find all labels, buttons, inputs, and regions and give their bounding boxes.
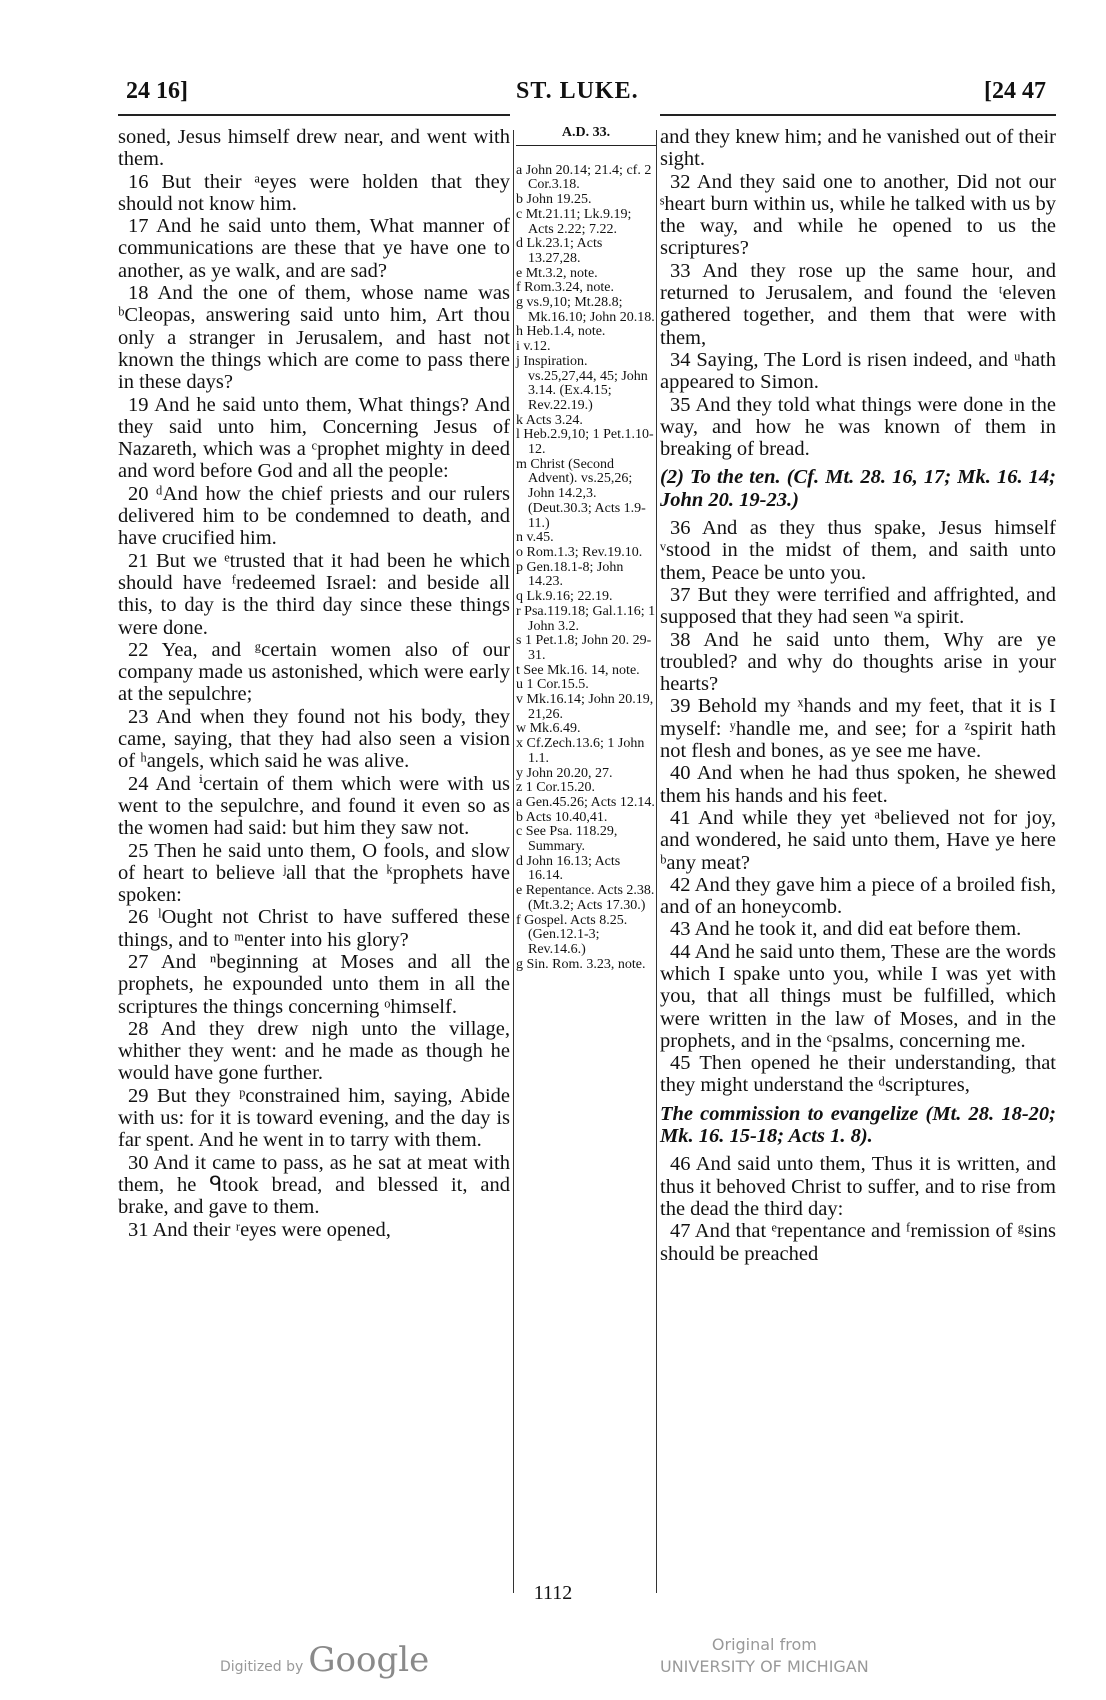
verse: 38 And he said unto them, Why are ye troubled? and why do thoughts arise in your hearts? — [660, 628, 1056, 696]
cross-reference: t See Mk.16. 14, note. — [516, 662, 640, 678]
verse: 47 And that ᵉrepentance and ᶠremission of ᵍsins should be preached — [660, 1220, 1056, 1265]
cross-reference: r Psa.119.18; Gal.1.16; 1 John 3.2. — [516, 603, 656, 634]
page-number: 1112 — [533, 1582, 573, 1604]
header-rule-right — [660, 114, 1056, 116]
verse: 40 And when he had thus spoken, he shewed them his hands and his feet. — [660, 762, 1056, 807]
verse: 27 And ⁿbeginning at Moses and all the prophets, he expounded unto them in all the scriptures the things concerning ᵒhimself. — [118, 950, 510, 1018]
cross-reference: b John 19.25. — [516, 192, 592, 208]
verse: 26 ˡOught not Christ to have suffered these things, and to ᵐenter into his glory? — [118, 906, 510, 951]
cross-reference: b Acts 10.40,41. — [516, 809, 608, 825]
verse: 17 And he said unto them, What manner of communications are these that ye have one to another, as ye walk, and are sad? — [118, 215, 510, 282]
verse: 21 But we ᵉtrusted that it had been he which should have ᶠredeemed Israel: and beside all this, to day is the third day since these things were done. — [118, 549, 510, 639]
cross-reference: k Acts 3.24. — [516, 412, 583, 428]
margin-references-column — [516, 126, 656, 972]
cross-reference: n v.45. — [516, 530, 554, 546]
column-divider-left — [513, 130, 514, 1593]
verse: 16 But their ᵃeyes were holden that they should not know him. — [118, 170, 510, 215]
cross-reference: a John 20.14; 21.4; cf. 2 Cor.3.18. — [516, 162, 652, 193]
verse: 46 And said unto them, Thus it is written, and thus it behoved Christ to suffer, and to rise from the dead the third day: — [660, 1153, 1056, 1220]
cross-reference: y John 20.20, 27. — [516, 765, 613, 781]
verse: 25 Then he said unto them, O fools, and slow of heart to believe ʲall that the ᵏprophets have spoken: — [118, 839, 510, 907]
cross-reference: s 1 Pet.1.8; John 20. 29-31. — [516, 633, 652, 663]
column-divider-right — [656, 130, 657, 1593]
verse: 34 Saying, The Lord is risen indeed, and ᵘhath appeared to Simon. — [660, 348, 1056, 394]
verse: 45 Then opened he their understanding, that they might understand the ᵈscriptures, — [660, 1052, 1056, 1097]
verse: 24 And ⁱcertain of them which were with us went to the sepulchre, and found it even so as the women had said: but him they saw not. — [118, 772, 510, 840]
cross-reference: x Cf.Zech.13.6; 1 John 1.1. — [516, 736, 645, 766]
cross-reference: q Lk.9.16; 22.19. — [516, 589, 613, 605]
header-rule-left — [118, 114, 510, 116]
digitized-by-google-watermark — [220, 1640, 429, 1680]
verse: 42 And they gave him a piece of a broiled fish, and of an honeycomb. — [660, 873, 1056, 919]
section-heading: The commission to evangelize (Mt. 28. 18-20; Mk. 16. 15-18; Acts 1. 8). — [660, 1102, 1056, 1148]
cross-reference: v Mk.16.14; John 20.19, 21,26. — [516, 692, 654, 722]
cross-reference: h Heb.1.4, note. — [516, 324, 606, 340]
verse: 43 And he took it, and did eat before them. — [670, 918, 1022, 941]
verse: 44 And he said unto them, These are the words which I spake unto you, while I was yet with you, that all things must be fulfilled, which were written in the law of Moses, and in the prophets, and in the ᶜpsalms, concerning me. — [660, 940, 1056, 1052]
cross-reference: l Heb.2.9,10; 1 Pet.1.10-12. — [516, 427, 654, 458]
cross-reference: e Repentance. Acts 2.38. (Mt.3.2; Acts 17.30.) — [516, 883, 655, 913]
verse: soned, Jesus himself drew near, and went with them. — [118, 126, 510, 171]
cross-reference: p Gen.18.1-8; John 14.23. — [516, 559, 624, 590]
left-text-column — [118, 126, 510, 1241]
cross-reference: u 1 Cor.15.5. — [516, 677, 589, 693]
cross-reference: c See Psa. 118.29, Summary. — [516, 824, 618, 855]
cross-reference: g vs.9,10; Mt.28.8; Mk.16.10; John 20.18. — [516, 295, 655, 325]
verse: 20 ᵈAnd how the chief priests and our rulers delivered him to be condemned to death, and have crucified him. — [118, 482, 510, 550]
cross-reference: f Rom.3.24, note. — [516, 280, 614, 296]
cross-reference: o Rom.1.3; Rev.19.10. — [516, 544, 643, 560]
cross-reference: i v.12. — [516, 339, 551, 355]
cross-reference: g Sin. Rom. 3.23, note. — [516, 956, 646, 972]
cross-reference: e Mt.3.2, note. — [516, 265, 598, 281]
verse: 22 Yea, and ᵍcertain women also of our company made us astonished, which were early at the sepulchre; — [118, 638, 510, 706]
cross-reference: z 1 Cor.15.20. — [516, 780, 595, 796]
cross-reference: w Mk.6.49. — [516, 721, 581, 737]
verse: 41 And while they yet ᵃbelieved not for joy, and wondered, he said unto them, Have ye here ᵇany meat? — [660, 806, 1056, 874]
header-left-reference: 24 16] — [126, 78, 188, 104]
university-label: UNIVERSITY OF MICHIGAN — [660, 1657, 869, 1676]
header-book-title: ST. LUKE. — [516, 78, 639, 104]
cross-reference: j Inspiration. vs.25,27,44, 45; John 3.14. (Ex.4.15; Rev.22.19.) — [516, 353, 648, 413]
verse: 33 And they rose up the same hour, and returned to Jerusalem, and found the ᵗeleven gathered together, and them that were with them, — [660, 259, 1056, 349]
verse: 30 And it came to pass, as he sat at meat with them, he ᑫtook bread, and blessed it, and brake, and gave to them. — [118, 1151, 510, 1219]
verse: 37 But they were terrified and affrighted, and supposed that they had seen ʷa spirit. — [660, 583, 1056, 629]
verse: 36 And as they thus spake, Jesus himself ᵛstood in the midst of them, and saith unto them, Peace be unto you. — [660, 517, 1056, 584]
digitized-label: Digitized by — [220, 1659, 304, 1675]
cross-reference: m Christ (Second Advent). vs.25,26; John 14.2,3. (Deut.30.3; Acts 1.9-11.) — [516, 456, 646, 531]
cross-reference: a Gen.45.26; Acts 12.14. — [516, 794, 655, 810]
verse: 39 Behold my ˣhands and my feet, that it is I myself: ʸhandle me, and see; for a ᶻspirit hath not flesh and bones, as ye see me have. — [660, 695, 1056, 763]
right-text-column — [660, 126, 1056, 1265]
cross-reference: d John 16.13; Acts 16.14. — [516, 853, 621, 884]
original-from-label: Original from — [711, 1635, 817, 1654]
verse: 29 But they ᵖconstrained him, saying, Abide with us: for it is toward evening, and the day is far spent. And he went in to tarry with them. — [118, 1084, 510, 1152]
section-heading: (2) To the ten. (Cf. Mt. 28. 16, 17; Mk. 16. 14; John 20. 19-23.) — [660, 466, 1056, 511]
verse: 28 And they drew nigh unto the village, whither they went: and he made as though he would have gone further. — [118, 1017, 510, 1085]
cross-reference: d Lk.23.1; Acts 13.27,28. — [516, 236, 603, 266]
verse: 31 And their ʳeyes were opened, — [128, 1218, 391, 1241]
verse: and they knew him; and he vanished out of their sight. — [660, 126, 1056, 171]
google-logo: Google — [308, 1640, 430, 1680]
page-header — [126, 78, 1046, 112]
margin-date-heading: A.D. 33. — [516, 126, 656, 146]
cross-reference: c Mt.21.11; Lk.9.19; Acts 2.22; 7.22. — [516, 206, 632, 237]
source-library-note — [660, 1634, 869, 1678]
verse: 35 And they told what things were done in the way, and how he was known of them in breaking of bread. — [660, 393, 1056, 461]
header-right-reference: [24 47 — [984, 78, 1046, 104]
verse: 23 And when they found not his body, they came, saying, that they had also seen a vision of ʰangels, which said he was alive. — [118, 705, 510, 773]
verse: 19 And he said unto them, What things? And they said unto him, Concerning Jesus of Nazareth, which was a ᶜprophet mighty in deed and word before God and all the people: — [118, 393, 510, 483]
verse: 32 And they said one to another, Did not our ˢheart burn within us, while he talked with us by the way, and while he opened to us the scriptures? — [660, 170, 1056, 260]
verse: 18 And the one of them, whose name was ᵇCleopas, answering said unto him, Art thou only a stranger in Jerusalem, and hast not known the things which are come to pass there in these days? — [118, 282, 510, 394]
cross-reference: f Gospel. Acts 8.25. (Gen.12.1-3; Rev.14.6.) — [516, 912, 628, 957]
